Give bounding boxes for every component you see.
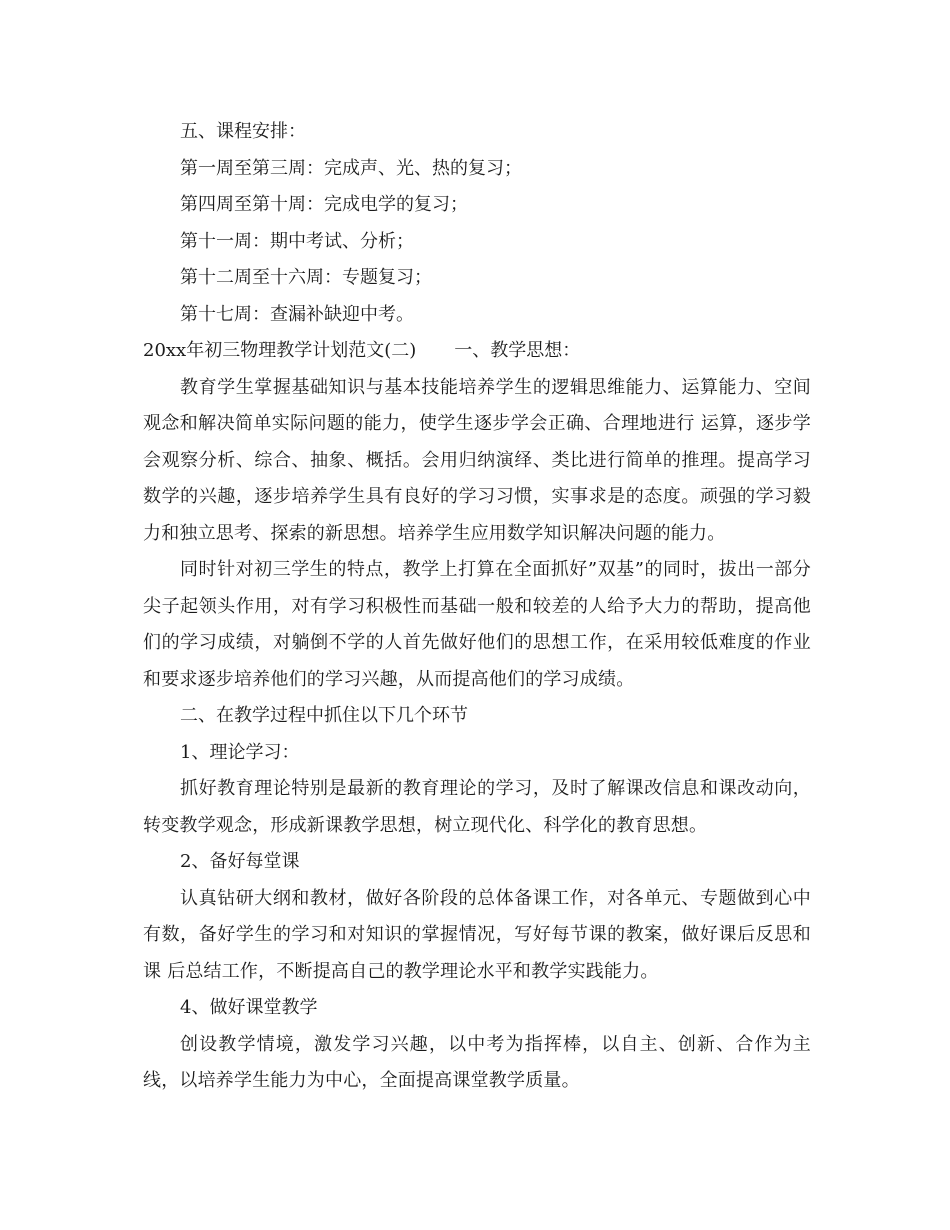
paragraph: 抓好教育理论特别是最新的教育理论的学习，及时了解课改信息和课改动向，转变教学观念，形成新课教学思想，树立现代化、科学化的教育思想。 [143, 778, 811, 836]
paragraph: 同时针对初三学生的特点，教学上打算在全面抓好”双基”的同时，拔出一部分尖子起领头作用，对有学习积极性而基础一般和较差的人给予大力的帮助，提高他们的学习成绩，对躺倒不学的人首先做好他们的思想工作，在采用较低难度的作业和要求逐步培养他们的学习兴趣，从而提高他们的学习成绩。 [143, 559, 811, 690]
schedule-item: 第四周至第十周：完成电学的复习； [180, 194, 468, 215]
subsection-heading: 2、备好每堂课 [180, 851, 300, 872]
paragraph: 创设教学情境，激发学习兴趣，以中考为指挥棒，以自主、创新、合作为主线，以培养学生能力为中心，全面提高课堂教学质量。 [143, 1033, 811, 1091]
schedule-item: 第十七周：查漏补缺迎中考。 [180, 303, 414, 325]
schedule-item: 第十二周至十六周：专题复习； [180, 267, 432, 288]
schedule-heading: 五、课程安排： [180, 121, 306, 142]
schedule-item: 第十一周：期中考试、分析； [180, 230, 414, 252]
subsection-heading: 4、做好课堂教学 [180, 997, 318, 1018]
paragraph: 认真钻研大纲和教材，做好各阶段的总体备课工作，对各单元、专题做到心中有数，备好学生的学习和对知识的掌握情况，写好每节课的教案，做好课后反思和课 后总结工作，不断提高自己的教学理论水平和教学实践能力。 [143, 887, 811, 982]
section-heading: 二、在教学过程中抓住以下几个环节 [180, 705, 468, 726]
document-body [143, 114, 811, 1100]
schedule-item: 第一周至第三周：完成声、光、热的复习； [180, 157, 522, 179]
subsection-heading: 1、理论学习： [180, 741, 300, 763]
plan-title-row [143, 333, 811, 370]
section-heading: 一、教学思想： [454, 340, 581, 361]
plan-title: 20xx年初三物理教学计划范文(二) [143, 340, 417, 361]
paragraph: 教育学生掌握基础知识与基本技能培养学生的逻辑思维能力、运算能力、空间观念和解决简单实际问题的能力，使学生逐步学会正确、合理地进行 运算，逐步学会观察分析、综合、抽象、概括。会用归纳演绎、类比进行简单的推理。提高学习数学的兴趣，逐步培养学生具有良好的学习习惯，实事求是的态度。顽强的学习毅力和独立思考、探索的新思想。培养学生应用数学知识解决问题的能力。 [143, 376, 811, 544]
